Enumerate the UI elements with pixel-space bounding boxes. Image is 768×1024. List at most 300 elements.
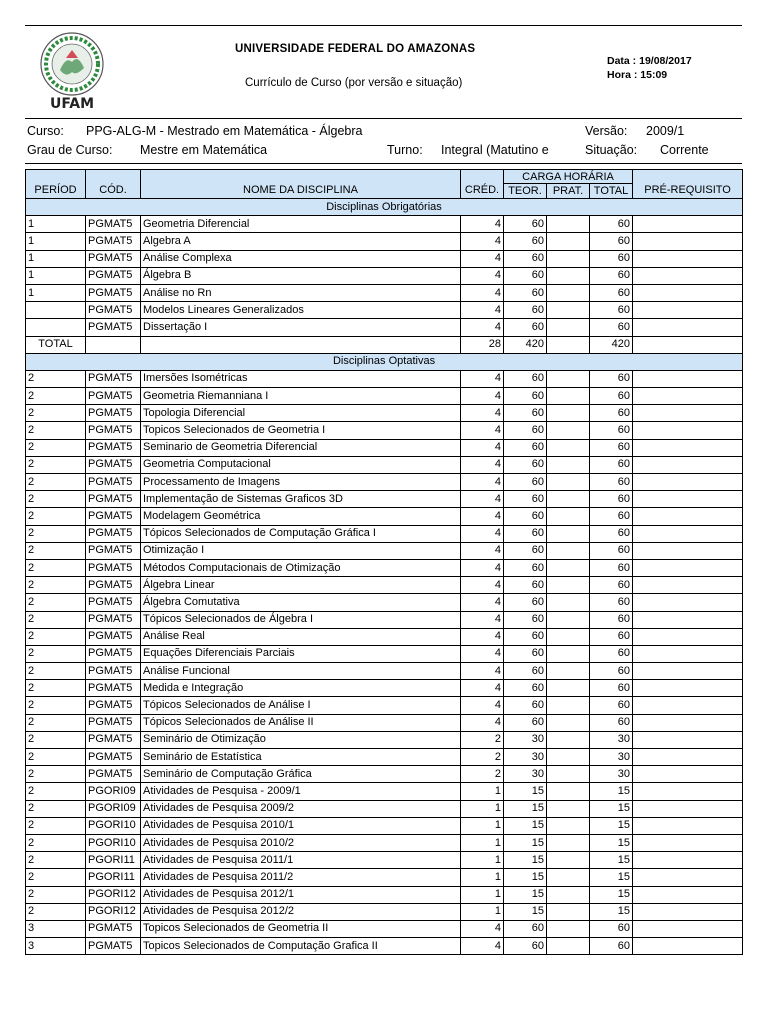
cell-cod: PGMAT5 xyxy=(86,663,141,680)
section-optativas-label: Disciplinas Optativas xyxy=(26,353,743,370)
cell-total: 60 xyxy=(590,422,633,439)
cell-prereq xyxy=(633,920,743,937)
cell-prat xyxy=(547,542,590,559)
cell-cod: PGMAT5 xyxy=(86,938,141,955)
table-row xyxy=(26,663,743,680)
cell-nome: Topicos Selecionados de Geometria II xyxy=(141,920,461,937)
cell-nome: Atividades de Pesquisa 2011/2 xyxy=(141,869,461,886)
cell-periodo: 2 xyxy=(26,594,86,611)
cell-prat xyxy=(547,302,590,319)
section-obrigatorias-label: Disciplinas Obrigatórias xyxy=(26,199,743,216)
table-row xyxy=(26,456,743,473)
cell-periodo: 2 xyxy=(26,508,86,525)
cell-prereq xyxy=(633,405,743,422)
cell-cred: 4 xyxy=(461,594,504,611)
table-row xyxy=(26,766,743,783)
cell-cred: 4 xyxy=(461,645,504,662)
cell-prereq xyxy=(633,749,743,766)
cell-prat xyxy=(547,800,590,817)
cell-nome: Atividades de Pesquisa 2012/1 xyxy=(141,886,461,903)
cell-prereq xyxy=(633,869,743,886)
table-header-row xyxy=(26,170,743,184)
col-teor: TEOR. xyxy=(504,184,547,199)
cell-prereq xyxy=(633,525,743,542)
cell-periodo: 2 xyxy=(26,903,86,920)
cell-teor: 60 xyxy=(504,697,547,714)
cell-periodo: 2 xyxy=(26,611,86,628)
cell-cod: PGMAT5 xyxy=(86,302,141,319)
cell-cod: PGMAT5 xyxy=(86,628,141,645)
cell-nome: Otimização I xyxy=(141,542,461,559)
course-rule xyxy=(25,163,742,164)
cell-nome: Modelos Lineares Generalizados xyxy=(141,302,461,319)
cell-nome: Seminario de Geometria Diferencial xyxy=(141,439,461,456)
cell-teor: 60 xyxy=(504,456,547,473)
cell-teor: 60 xyxy=(504,525,547,542)
cell-total: 60 xyxy=(590,714,633,731)
time-label: Hora : xyxy=(607,69,638,81)
cell-prereq xyxy=(633,903,743,920)
cell-teor: 60 xyxy=(504,233,547,250)
cell-nome: Álgebra B xyxy=(141,267,461,284)
cell-teor: 15 xyxy=(504,800,547,817)
cell-prereq xyxy=(633,216,743,233)
table-row xyxy=(26,216,743,233)
cell-prat xyxy=(547,388,590,405)
table-row xyxy=(26,817,743,834)
cell-periodo: 2 xyxy=(26,800,86,817)
cell-prereq xyxy=(633,284,743,301)
cell-cod: PGMAT5 xyxy=(86,611,141,628)
table-row xyxy=(26,714,743,731)
cell-periodo: 2 xyxy=(26,456,86,473)
cell-periodo: 2 xyxy=(26,474,86,491)
cell-nome: Modelagem Geométrica xyxy=(141,508,461,525)
cell-prat xyxy=(547,834,590,851)
total-total: 420 xyxy=(590,336,633,353)
cell-total: 30 xyxy=(590,766,633,783)
cell-teor: 60 xyxy=(504,388,547,405)
cell-teor: 60 xyxy=(504,216,547,233)
cell-cod: PGMAT5 xyxy=(86,731,141,748)
cell-periodo: 2 xyxy=(26,559,86,576)
cell-prat xyxy=(547,233,590,250)
cell-cod: PGMAT5 xyxy=(86,250,141,267)
cell-prat xyxy=(547,422,590,439)
table-row xyxy=(26,680,743,697)
cell-total: 15 xyxy=(590,783,633,800)
table-row xyxy=(26,233,743,250)
cell-prereq xyxy=(633,731,743,748)
col-prereq: PRÉ-REQUISITO xyxy=(633,170,743,199)
cell-total: 60 xyxy=(590,663,633,680)
cell-periodo: 2 xyxy=(26,628,86,645)
cell-prereq xyxy=(633,508,743,525)
cell-cod: PGORI11 xyxy=(86,869,141,886)
time-line xyxy=(607,69,667,81)
cell-periodo: 2 xyxy=(26,817,86,834)
cell-cred: 1 xyxy=(461,817,504,834)
cell-teor: 15 xyxy=(504,886,547,903)
cell-prereq xyxy=(633,319,743,336)
cell-cred: 2 xyxy=(461,749,504,766)
cell-prereq xyxy=(633,783,743,800)
cell-cred: 4 xyxy=(461,611,504,628)
cell-periodo: 2 xyxy=(26,405,86,422)
cell-cod: PGMAT5 xyxy=(86,439,141,456)
cell-total: 60 xyxy=(590,508,633,525)
situacao-label: Situação: xyxy=(585,143,638,157)
cell-teor: 30 xyxy=(504,749,547,766)
situacao-value: Corrente xyxy=(660,143,709,157)
turno-value: Integral (Matutino e xyxy=(441,143,549,157)
cell-cod: PGMAT5 xyxy=(86,577,141,594)
cell-cod: PGMAT5 xyxy=(86,216,141,233)
cell-periodo: 2 xyxy=(26,645,86,662)
cell-prat xyxy=(547,370,590,387)
cell-periodo: 3 xyxy=(26,920,86,937)
cell-periodo: 2 xyxy=(26,370,86,387)
cell-cod: PGORI12 xyxy=(86,903,141,920)
cell-total: 60 xyxy=(590,697,633,714)
table-row xyxy=(26,645,743,662)
grau-label: Grau de Curso: xyxy=(27,143,113,157)
cell-teor: 15 xyxy=(504,834,547,851)
cell-nome: Topicos Selecionados de Computação Grafica II xyxy=(141,938,461,955)
cell-nome: Topologia Diferencial xyxy=(141,405,461,422)
table-row xyxy=(26,611,743,628)
cell-cred: 4 xyxy=(461,508,504,525)
total-cred: 28 xyxy=(461,336,504,353)
cell-teor: 60 xyxy=(504,491,547,508)
cell-periodo: 2 xyxy=(26,439,86,456)
cell-nome: Dissertação I xyxy=(141,319,461,336)
cell-nome: Atividades de Pesquisa 2011/1 xyxy=(141,852,461,869)
table-row xyxy=(26,525,743,542)
cell-nome: Geometria Computacional xyxy=(141,456,461,473)
cell-nome: Equações Diferenciais Parciais xyxy=(141,645,461,662)
cell-prat xyxy=(547,680,590,697)
cell-periodo: 2 xyxy=(26,388,86,405)
cell-cod: PGMAT5 xyxy=(86,388,141,405)
col-periodo: PERÍOD xyxy=(26,170,86,199)
cell-periodo: 2 xyxy=(26,731,86,748)
cell-prat xyxy=(547,594,590,611)
total-teor: 420 xyxy=(504,336,547,353)
cell-cred: 4 xyxy=(461,714,504,731)
cell-prereq xyxy=(633,302,743,319)
cell-nome: Tópicos Selecionados de Análise I xyxy=(141,697,461,714)
cell-nome: Tópicos Selecionados de Álgebra I xyxy=(141,611,461,628)
cell-cred: 1 xyxy=(461,834,504,851)
cell-total: 60 xyxy=(590,594,633,611)
cell-periodo: 1 xyxy=(26,216,86,233)
university-name: UNIVERSIDADE FEDERAL DO AMAZONAS xyxy=(235,43,476,55)
cell-total: 60 xyxy=(590,920,633,937)
table-row xyxy=(26,886,743,903)
cell-teor: 60 xyxy=(504,628,547,645)
cell-total: 15 xyxy=(590,834,633,851)
cell-prereq xyxy=(633,491,743,508)
cell-prat xyxy=(547,920,590,937)
cell-prat xyxy=(547,903,590,920)
cell-prereq xyxy=(633,422,743,439)
cell-teor: 60 xyxy=(504,663,547,680)
cell-total: 60 xyxy=(590,474,633,491)
cell-periodo xyxy=(26,302,86,319)
cell-cred: 4 xyxy=(461,577,504,594)
cell-prereq xyxy=(633,594,743,611)
cell-total: 15 xyxy=(590,800,633,817)
cell-prat xyxy=(547,319,590,336)
cell-total: 60 xyxy=(590,388,633,405)
cell-cod: PGMAT5 xyxy=(86,456,141,473)
cell-prereq xyxy=(633,370,743,387)
cell-cred: 4 xyxy=(461,456,504,473)
cell-prat xyxy=(547,749,590,766)
cell-nome: Métodos Computacionais de Otimização xyxy=(141,559,461,576)
cell-teor: 60 xyxy=(504,284,547,301)
cell-nome: Seminário de Computação Gráfica xyxy=(141,766,461,783)
cell-cred: 1 xyxy=(461,800,504,817)
cell-cred: 4 xyxy=(461,663,504,680)
cell-nome: Implementação de Sistemas Graficos 3D xyxy=(141,491,461,508)
cell-periodo: 2 xyxy=(26,525,86,542)
cell-prat xyxy=(547,267,590,284)
cell-teor: 60 xyxy=(504,645,547,662)
cell-cod: PGMAT5 xyxy=(86,920,141,937)
cell-cod: PGMAT5 xyxy=(86,766,141,783)
cell-teor: 60 xyxy=(504,370,547,387)
cell-cred: 2 xyxy=(461,731,504,748)
cell-periodo: 3 xyxy=(26,938,86,955)
cell-periodo: 2 xyxy=(26,783,86,800)
table-row xyxy=(26,920,743,937)
cell-prat xyxy=(547,783,590,800)
cell-prereq xyxy=(633,834,743,851)
cell-cod: PGORI11 xyxy=(86,852,141,869)
report-subtitle: Currículo de Curso (por versão e situação) xyxy=(245,77,463,89)
cell-nome: Atividades de Pesquisa 2009/2 xyxy=(141,800,461,817)
cell-prereq xyxy=(633,456,743,473)
table-row xyxy=(26,697,743,714)
section-optativas xyxy=(26,353,743,370)
time-value: 15:09 xyxy=(640,69,668,81)
cell-prat xyxy=(547,869,590,886)
cell-teor: 60 xyxy=(504,439,547,456)
cell-prereq xyxy=(633,852,743,869)
cell-periodo: 2 xyxy=(26,834,86,851)
cell-total: 60 xyxy=(590,216,633,233)
cell-total: 60 xyxy=(590,439,633,456)
cell-cred: 4 xyxy=(461,439,504,456)
table-row xyxy=(26,284,743,301)
cell-cred: 1 xyxy=(461,903,504,920)
table-row xyxy=(26,594,743,611)
cell-total: 60 xyxy=(590,456,633,473)
cell-teor: 60 xyxy=(504,559,547,576)
table-row xyxy=(26,302,743,319)
cell-nome: Seminário de Otimização xyxy=(141,731,461,748)
cell-prat xyxy=(547,577,590,594)
cell-total: 60 xyxy=(590,302,633,319)
cell-teor: 60 xyxy=(504,594,547,611)
cell-teor: 60 xyxy=(504,920,547,937)
cell-cred: 4 xyxy=(461,319,504,336)
cell-cred: 4 xyxy=(461,370,504,387)
cell-nome: Análise no Rn xyxy=(141,284,461,301)
cell-prat xyxy=(547,852,590,869)
cell-nome: Algebra A xyxy=(141,233,461,250)
cell-total: 30 xyxy=(590,749,633,766)
cell-nome: Tópicos Selecionados de Análise II xyxy=(141,714,461,731)
cell-cod: PGMAT5 xyxy=(86,559,141,576)
cell-teor: 15 xyxy=(504,852,547,869)
col-cod: CÓD. xyxy=(86,170,141,199)
total-nome-empty xyxy=(141,336,461,353)
cell-cred: 1 xyxy=(461,869,504,886)
cell-cod: PGMAT5 xyxy=(86,474,141,491)
cell-nome: Geometria Riemanniana I xyxy=(141,388,461,405)
cell-cod: PGORI09 xyxy=(86,800,141,817)
cell-cod: PGMAT5 xyxy=(86,233,141,250)
cell-periodo: 2 xyxy=(26,491,86,508)
cell-cred: 2 xyxy=(461,766,504,783)
cell-prat xyxy=(547,628,590,645)
cell-cred: 4 xyxy=(461,405,504,422)
cell-periodo: 2 xyxy=(26,886,86,903)
cell-total: 15 xyxy=(590,817,633,834)
cell-total: 15 xyxy=(590,852,633,869)
cell-prereq xyxy=(633,645,743,662)
cell-cred: 4 xyxy=(461,233,504,250)
cell-cred: 4 xyxy=(461,559,504,576)
cell-total: 60 xyxy=(590,370,633,387)
table-row xyxy=(26,749,743,766)
cell-periodo: 2 xyxy=(26,542,86,559)
cell-prat xyxy=(547,714,590,731)
section-obrigatorias xyxy=(26,199,743,216)
table-row xyxy=(26,267,743,284)
cell-teor: 15 xyxy=(504,783,547,800)
cell-cod: PGMAT5 xyxy=(86,405,141,422)
cell-cod: PGMAT5 xyxy=(86,319,141,336)
cell-prereq xyxy=(633,680,743,697)
cell-nome: Atividades de Pesquisa - 2009/1 xyxy=(141,783,461,800)
cell-prereq xyxy=(633,439,743,456)
logo-text: UFAM xyxy=(49,96,95,112)
cell-total: 15 xyxy=(590,886,633,903)
cell-cred: 4 xyxy=(461,542,504,559)
cell-nome: Imersões Isométricas xyxy=(141,370,461,387)
table-row xyxy=(26,783,743,800)
cell-periodo: 2 xyxy=(26,697,86,714)
cell-total: 60 xyxy=(590,559,633,576)
cell-prat xyxy=(547,559,590,576)
cell-prat xyxy=(547,216,590,233)
cell-teor: 30 xyxy=(504,766,547,783)
cell-nome: Análise Complexa xyxy=(141,250,461,267)
cell-prat xyxy=(547,886,590,903)
cell-nome: Processamento de Imagens xyxy=(141,474,461,491)
ufam-seal-logo xyxy=(36,30,108,112)
cell-prereq xyxy=(633,267,743,284)
cell-nome: Geometria Diferencial xyxy=(141,216,461,233)
table-row xyxy=(26,852,743,869)
cell-total: 60 xyxy=(590,611,633,628)
cell-prereq xyxy=(633,474,743,491)
table-row xyxy=(26,439,743,456)
cell-nome: Atividades de Pesquisa 2010/1 xyxy=(141,817,461,834)
cell-cred: 4 xyxy=(461,284,504,301)
cell-total: 60 xyxy=(590,319,633,336)
cell-total: 60 xyxy=(590,284,633,301)
table-row xyxy=(26,405,743,422)
col-nome: NOME DA DISCIPLINA xyxy=(141,170,461,199)
table-row xyxy=(26,388,743,405)
cell-cod: PGMAT5 xyxy=(86,508,141,525)
cell-cred: 4 xyxy=(461,680,504,697)
cell-prereq xyxy=(633,886,743,903)
cell-prat xyxy=(547,456,590,473)
cell-nome: Análise Funcional xyxy=(141,663,461,680)
cell-prereq xyxy=(633,611,743,628)
cell-cred: 1 xyxy=(461,783,504,800)
cell-cod: PGORI09 xyxy=(86,783,141,800)
cell-prereq xyxy=(633,388,743,405)
cell-cred: 4 xyxy=(461,388,504,405)
cell-cod: PGORI10 xyxy=(86,834,141,851)
cell-cred: 1 xyxy=(461,886,504,903)
cell-total: 60 xyxy=(590,645,633,662)
cell-teor: 60 xyxy=(504,611,547,628)
cell-prereq xyxy=(633,766,743,783)
cell-total: 60 xyxy=(590,250,633,267)
cell-teor: 15 xyxy=(504,869,547,886)
cell-total: 60 xyxy=(590,542,633,559)
cell-prat xyxy=(547,766,590,783)
cell-teor: 60 xyxy=(504,714,547,731)
total-cod-empty xyxy=(86,336,141,353)
cell-total: 15 xyxy=(590,903,633,920)
table-row xyxy=(26,422,743,439)
cell-prat xyxy=(547,491,590,508)
curso-value: PPG-ALG-M - Mestrado em Matemática - Álgebra xyxy=(86,124,363,138)
cell-teor: 60 xyxy=(504,938,547,955)
cell-periodo: 1 xyxy=(26,250,86,267)
cell-cod: PGMAT5 xyxy=(86,645,141,662)
cell-total: 60 xyxy=(590,233,633,250)
cell-teor: 60 xyxy=(504,405,547,422)
total-prat-empty xyxy=(547,336,590,353)
cell-cod: PGMAT5 xyxy=(86,749,141,766)
top-rule xyxy=(25,25,742,26)
cell-total: 60 xyxy=(590,680,633,697)
cell-teor: 60 xyxy=(504,680,547,697)
cell-teor: 60 xyxy=(504,422,547,439)
cell-teor: 15 xyxy=(504,903,547,920)
cell-prat xyxy=(547,731,590,748)
cell-prereq xyxy=(633,817,743,834)
table-row xyxy=(26,491,743,508)
cell-periodo: 2 xyxy=(26,663,86,680)
cell-cod: PGMAT5 xyxy=(86,697,141,714)
cell-nome: Medida e Integração xyxy=(141,680,461,697)
cell-nome: Álgebra Comutativa xyxy=(141,594,461,611)
cell-periodo: 2 xyxy=(26,577,86,594)
table-row xyxy=(26,834,743,851)
cell-prat xyxy=(547,439,590,456)
